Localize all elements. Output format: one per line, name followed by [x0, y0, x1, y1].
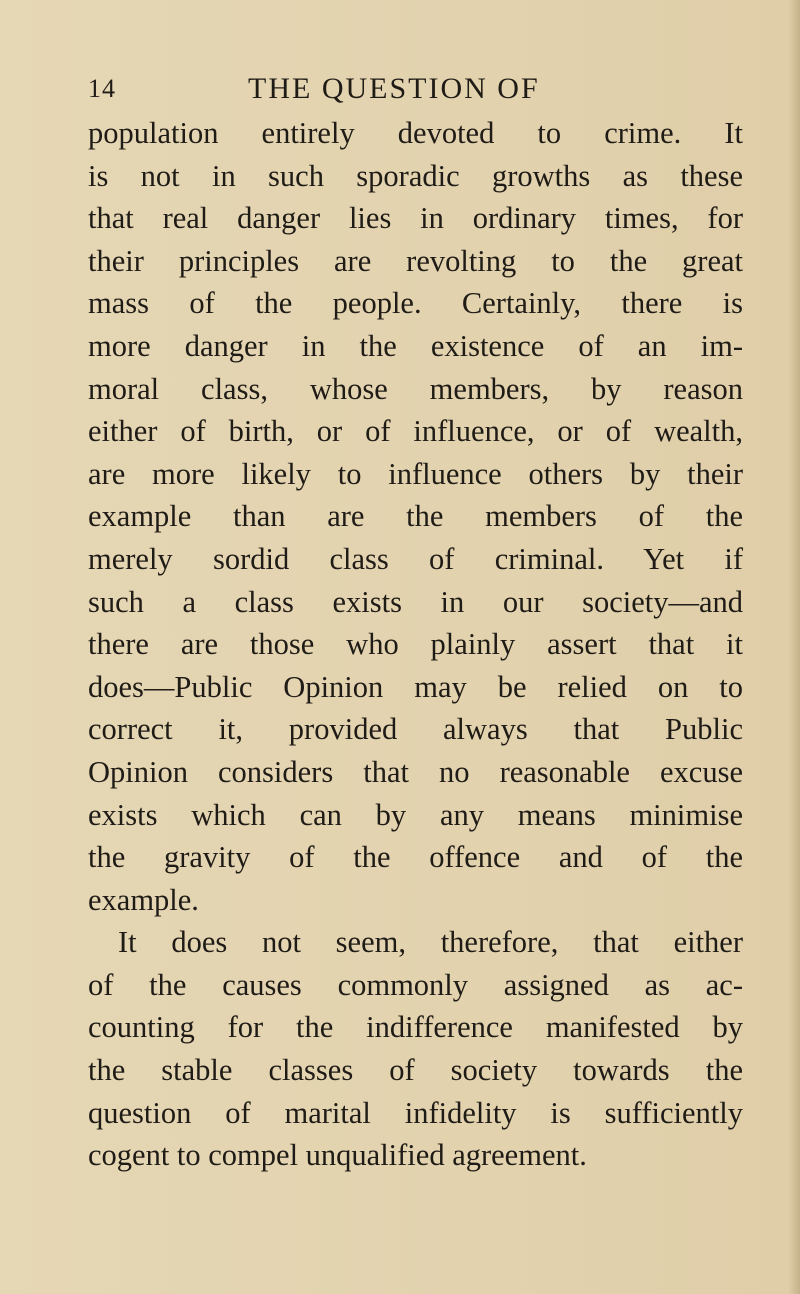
body-text: [88, 112, 743, 1177]
text-line: population entirely devoted to crime. It: [88, 116, 743, 150]
text-line: moral class, whose members, by reason: [88, 371, 743, 406]
text-line-paragraph-end: example.: [88, 882, 199, 917]
text-line: Opinion considers that no reasonable excuse: [88, 754, 743, 789]
text-line: the gravity of the offence and of the: [88, 840, 743, 875]
text-line: such a class exists in our society—and: [88, 584, 743, 619]
running-head: [0, 70, 800, 110]
text-line: does—Public Opinion may be relied on to: [88, 669, 743, 704]
text-line: exists which can by any means minimise: [88, 797, 743, 832]
text-line: more danger in the existence of an im-: [88, 328, 743, 363]
running-title: THE QUESTION OF: [248, 72, 540, 105]
text-line: correct it, provided always that Public: [88, 712, 743, 747]
page-number: 14: [88, 74, 116, 103]
text-line: mass of the people. Certainly, there is: [88, 286, 743, 321]
text-line: that real danger lies in ordinary times, for: [88, 201, 743, 236]
text-line: is not in such sporadic growths as these: [88, 158, 743, 193]
text-line: of the causes commonly assigned as ac-: [88, 967, 743, 1002]
text-line: there are those who plainly assert that it: [88, 627, 743, 662]
text-line: example than are the members of the: [88, 499, 743, 534]
text-line: counting for the indifference manifested by: [88, 1010, 743, 1045]
text-line: question of marital infidelity is sufficiently: [88, 1095, 743, 1130]
text-line: are more likely to influence others by their: [88, 456, 743, 491]
page-edge-shadow: [788, 0, 800, 1294]
text-line: either of birth, or of influence, or of wealth,: [88, 414, 743, 449]
text-line-paragraph-end: cogent to compel unqualified agreement.: [88, 1138, 587, 1173]
text-line: the stable classes of society towards the: [88, 1053, 743, 1088]
text-line-paragraph-start: It does not seem, therefore, that either: [118, 925, 743, 960]
text-line: their principles are revolting to the great: [88, 243, 743, 278]
text-line: merely sordid class of criminal. Yet if: [88, 541, 743, 576]
